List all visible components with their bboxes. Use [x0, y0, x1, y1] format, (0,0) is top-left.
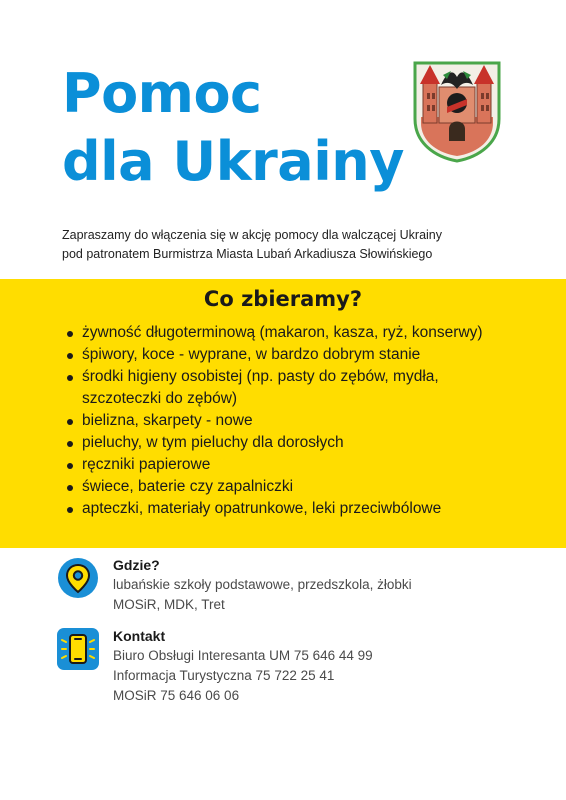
contact-line-2: Informacja Turystyczna 75 722 25 41	[113, 668, 335, 683]
collection-title: Co zbieramy?	[203, 287, 363, 311]
title-line-2: dla Ukrainy	[62, 130, 404, 193]
phone-icon	[57, 628, 99, 670]
intro-line-2: pod patronatem Burmistrza Miasta Lubań Arkadiusza Słowińskiego	[62, 247, 433, 261]
where-line-2: MOSiR, MDK, Tret	[113, 597, 225, 612]
list-item: bielizna, skarpety - nowe	[62, 410, 522, 432]
title-line-1: Pomoc	[62, 62, 262, 125]
list-item: apteczki, materiały opatrunkowe, leki przeciwbólowe	[62, 498, 522, 520]
contact-line-1: Biuro Obsługi Interesanta UM 75 646 44 99	[113, 648, 373, 663]
intro-text	[62, 226, 512, 264]
city-coat-of-arms-icon	[407, 57, 507, 163]
contact-heading: Kontakt	[113, 628, 166, 644]
location-pin-icon	[57, 557, 99, 599]
list-item: pieluchy, w tym pieluchy dla dorosłych	[62, 432, 522, 454]
intro-line-1: Zapraszamy do włączenia się w akcję pomocy dla walczącej Ukrainy	[62, 228, 443, 242]
where-section	[113, 555, 412, 615]
list-item: śpiwory, koce - wyprane, w bardzo dobrym stanie	[62, 344, 522, 366]
contact-line-3: MOSiR 75 646 06 06	[113, 688, 240, 703]
list-item: środki higieny osobistej (np. pasty do zębów, mydła, szczoteczki do zębów)	[62, 366, 522, 410]
list-item: ręczniki papierowe	[62, 454, 522, 476]
collection-list	[62, 322, 522, 520]
where-heading: Gdzie?	[113, 557, 160, 573]
where-line-1: lubańskie szkoły podstawowe, przedszkola, żłobki	[113, 577, 412, 592]
list-item: żywność długoterminową (makaron, kasza, ryż, konserwy)	[62, 322, 522, 344]
list-item: świece, baterie czy zapalniczki	[62, 476, 522, 498]
contact-section	[113, 626, 373, 706]
page-title	[62, 60, 404, 196]
